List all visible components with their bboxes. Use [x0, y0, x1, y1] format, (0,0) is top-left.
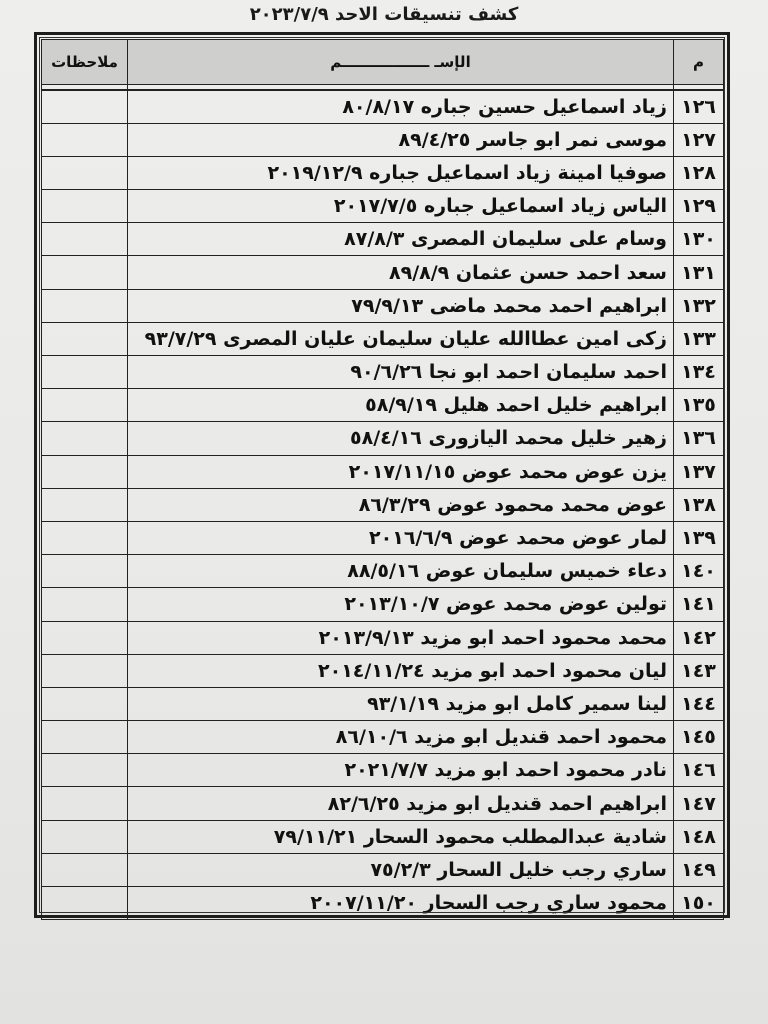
row-notes	[42, 190, 128, 223]
row-number: ١٥٠	[674, 887, 724, 920]
table-row	[42, 754, 724, 787]
row-name: ليان محمود احمد ابو مزيد ٢٠١٤/١١/٢٤	[128, 654, 674, 687]
row-number: ١٢٦	[674, 90, 724, 123]
names-table	[41, 39, 724, 920]
table-row	[42, 887, 724, 920]
row-name: سعد احمد حسن عثمان ٨٩/٨/٩	[128, 256, 674, 289]
row-notes	[42, 687, 128, 720]
row-number: ١٤٨	[674, 820, 724, 853]
row-notes	[42, 123, 128, 156]
row-number: ١٣٧	[674, 455, 724, 488]
row-notes	[42, 654, 128, 687]
row-number: ١٤٠	[674, 555, 724, 588]
row-notes	[42, 787, 128, 820]
table-row	[42, 588, 724, 621]
header-number: م	[674, 40, 724, 85]
row-name: عوض محمد محمود عوض ٨٦/٣/٢٩	[128, 488, 674, 521]
page-title: كشف تنسيقات الاحد ٢٠٢٣/٧/٩	[249, 4, 519, 25]
row-number: ١٣٨	[674, 488, 724, 521]
row-notes	[42, 754, 128, 787]
row-notes	[42, 555, 128, 588]
coordination-sheet	[34, 32, 730, 918]
table-row	[42, 289, 724, 322]
row-name: زهير خليل محمد اليازورى ٥٨/٤/١٦	[128, 422, 674, 455]
row-number: ١٤٢	[674, 621, 724, 654]
row-number: ١٤٤	[674, 687, 724, 720]
row-number: ١٢٧	[674, 123, 724, 156]
row-notes	[42, 721, 128, 754]
table-row	[42, 455, 724, 488]
header-name: الإسـ ـــــــــــــــــم	[128, 40, 674, 85]
row-number: ١٣٥	[674, 389, 724, 422]
row-name: ابراهيم احمد قنديل ابو مزيد ٨٢/٦/٢٥	[128, 787, 674, 820]
row-name: محمد محمود احمد ابو مزيد ٢٠١٣/٩/١٣	[128, 621, 674, 654]
row-notes	[42, 588, 128, 621]
table-row	[42, 322, 724, 355]
row-notes	[42, 887, 128, 920]
row-name: ابراهيم خليل احمد هليل ٥٨/٩/١٩	[128, 389, 674, 422]
row-number: ١٤٧	[674, 787, 724, 820]
row-name: دعاء خميس سليمان عوض ٨٨/٥/١٦	[128, 555, 674, 588]
header-notes: ملاحظات	[42, 40, 128, 85]
row-name: يزن عوض محمد عوض ٢٠١٧/١١/١٥	[128, 455, 674, 488]
table-row	[42, 256, 724, 289]
row-notes	[42, 289, 128, 322]
row-notes	[42, 621, 128, 654]
row-notes	[42, 256, 128, 289]
row-number: ١٣٦	[674, 422, 724, 455]
table-row	[42, 621, 724, 654]
row-name: زياد اسماعيل حسين جباره ٨٠/٨/١٧	[128, 90, 674, 123]
table-row	[42, 555, 724, 588]
row-name: الياس زياد اسماعيل جباره ٢٠١٧/٧/٥	[128, 190, 674, 223]
row-name: زكى امين عطاالله عليان سليمان عليان المصرى ٩٣/٧/٢٩	[128, 322, 674, 355]
table-row	[42, 156, 724, 189]
table-row	[42, 521, 724, 554]
row-name: موسى نمر ابو جاسر ٨٩/٤/٢٥	[128, 123, 674, 156]
table-body	[42, 90, 724, 920]
row-number: ١٣٢	[674, 289, 724, 322]
row-number: ١٤٩	[674, 853, 724, 886]
row-name: نادر محمود احمد ابو مزيد ٢٠٢١/٧/٧	[128, 754, 674, 787]
row-notes	[42, 488, 128, 521]
row-number: ١٣٠	[674, 223, 724, 256]
row-name: ساري رجب خليل السحار ٧٥/٢/٣	[128, 853, 674, 886]
table-row	[42, 190, 724, 223]
row-notes	[42, 422, 128, 455]
row-notes	[42, 156, 128, 189]
row-notes	[42, 820, 128, 853]
row-name: وسام على سليمان المصرى ٨٧/٨/٣	[128, 223, 674, 256]
row-name: لينا سمير كامل ابو مزيد ٩٣/١/١٩	[128, 687, 674, 720]
row-number: ١٣٤	[674, 356, 724, 389]
table-row	[42, 488, 724, 521]
row-notes	[42, 322, 128, 355]
row-notes	[42, 356, 128, 389]
table-row	[42, 853, 724, 886]
row-notes	[42, 90, 128, 123]
row-name: لمار عوض محمد عوض ٢٠١٦/٦/٩	[128, 521, 674, 554]
table-row	[42, 123, 724, 156]
table-row	[42, 654, 724, 687]
row-notes	[42, 521, 128, 554]
row-number: ١٤٦	[674, 754, 724, 787]
row-number: ١٤٣	[674, 654, 724, 687]
table-row	[42, 820, 724, 853]
table-row	[42, 90, 724, 123]
row-number: ١٢٩	[674, 190, 724, 223]
row-notes	[42, 853, 128, 886]
table-row	[42, 356, 724, 389]
table-row	[42, 422, 724, 455]
table-row	[42, 687, 724, 720]
row-number: ١٤٥	[674, 721, 724, 754]
table-row	[42, 721, 724, 754]
table-row	[42, 223, 724, 256]
table-header-row	[42, 40, 724, 85]
row-number: ١٣٣	[674, 322, 724, 355]
row-name: ابراهيم احمد محمد ماضى ٧٩/٩/١٣	[128, 289, 674, 322]
row-name: محمود احمد قنديل ابو مزيد ٨٦/١٠/٦	[128, 721, 674, 754]
row-name: شادية عبدالمطلب محمود السحار ٧٩/١١/٢١	[128, 820, 674, 853]
row-notes	[42, 223, 128, 256]
row-number: ١٤١	[674, 588, 724, 621]
row-number: ١٣١	[674, 256, 724, 289]
row-name: صوفيا امينة زياد اسماعيل جباره ٢٠١٩/١٢/٩	[128, 156, 674, 189]
table-row	[42, 787, 724, 820]
row-name: تولين عوض محمد عوض ٢٠١٣/١٠/٧	[128, 588, 674, 621]
row-number: ١٢٨	[674, 156, 724, 189]
row-notes	[42, 455, 128, 488]
table-row	[42, 389, 724, 422]
row-name: محمود ساري رجب السحار ٢٠٠٧/١١/٢٠	[128, 887, 674, 920]
row-name: احمد سليمان احمد ابو نجا ٩٠/٦/٢٦	[128, 356, 674, 389]
row-notes	[42, 389, 128, 422]
row-number: ١٣٩	[674, 521, 724, 554]
